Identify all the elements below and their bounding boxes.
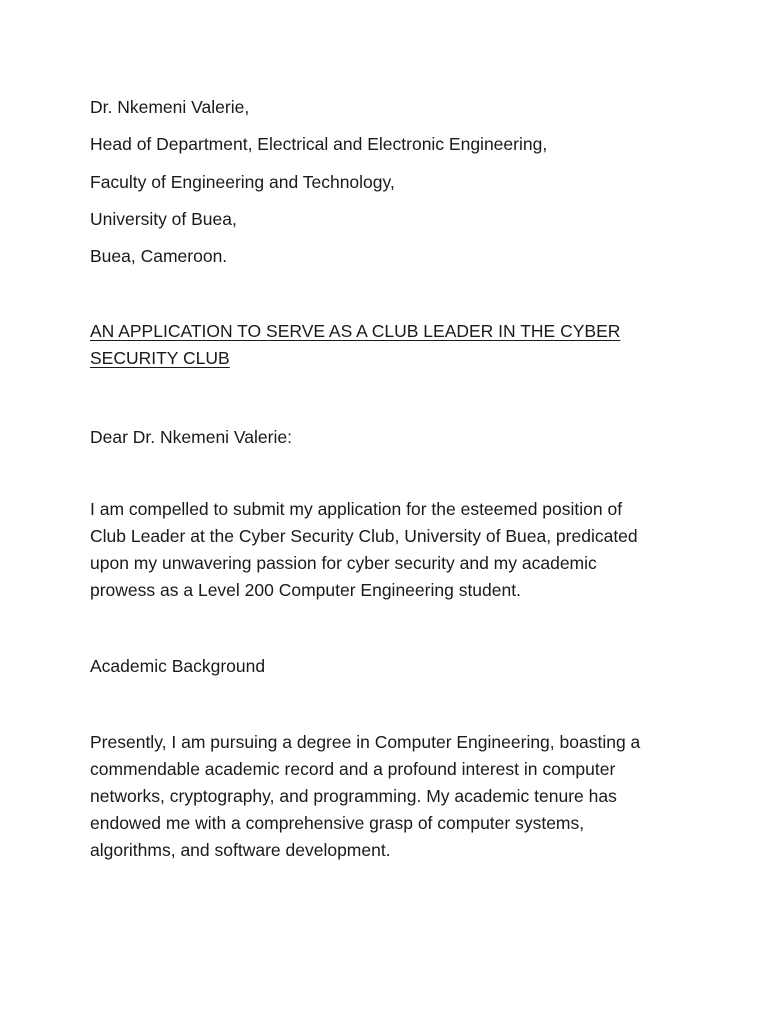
intro-line: prowess as a Level 200 Computer Engineering student. [90,580,521,600]
recipient-faculty: Faculty of Engineering and Technology, [90,172,395,192]
recipient-university: University of Buea, [90,209,237,229]
background-line: algorithms, and software development. [90,840,391,860]
intro-line: I am compelled to submit my application for the esteemed position of [90,499,623,519]
recipient-name: Dr. Nkemeni Valerie, [90,97,250,117]
recipient-city: Buea, Cameroon. [90,246,228,266]
background-line: endowed me with a comprehensive grasp of computer systems, [90,813,585,833]
intro-line: Club Leader at the Cyber Security Club, University of Buea, predicated [90,526,638,546]
recipient-position: Head of Department, Electrical and Electronic Engineering, [90,134,548,154]
letter-subject: AN APPLICATION TO SERVE AS A CLUB LEADER IN THE CYBER SECURITY CLUB [90,321,621,368]
intro-paragraph [90,496,690,604]
salutation: Dear Dr. Nkemeni Valerie: [90,427,292,447]
background-line: Presently, I am pursuing a degree in Computer Engineering, boasting a [90,732,641,752]
section-heading: Academic Background [90,656,266,676]
background-line: commendable academic record and a profound interest in computer [90,759,616,779]
intro-line: upon my unwavering passion for cyber security and my academic [90,553,597,573]
background-paragraph [90,729,690,864]
background-line: networks, cryptography, and programming. My academic tenure has [90,786,617,806]
